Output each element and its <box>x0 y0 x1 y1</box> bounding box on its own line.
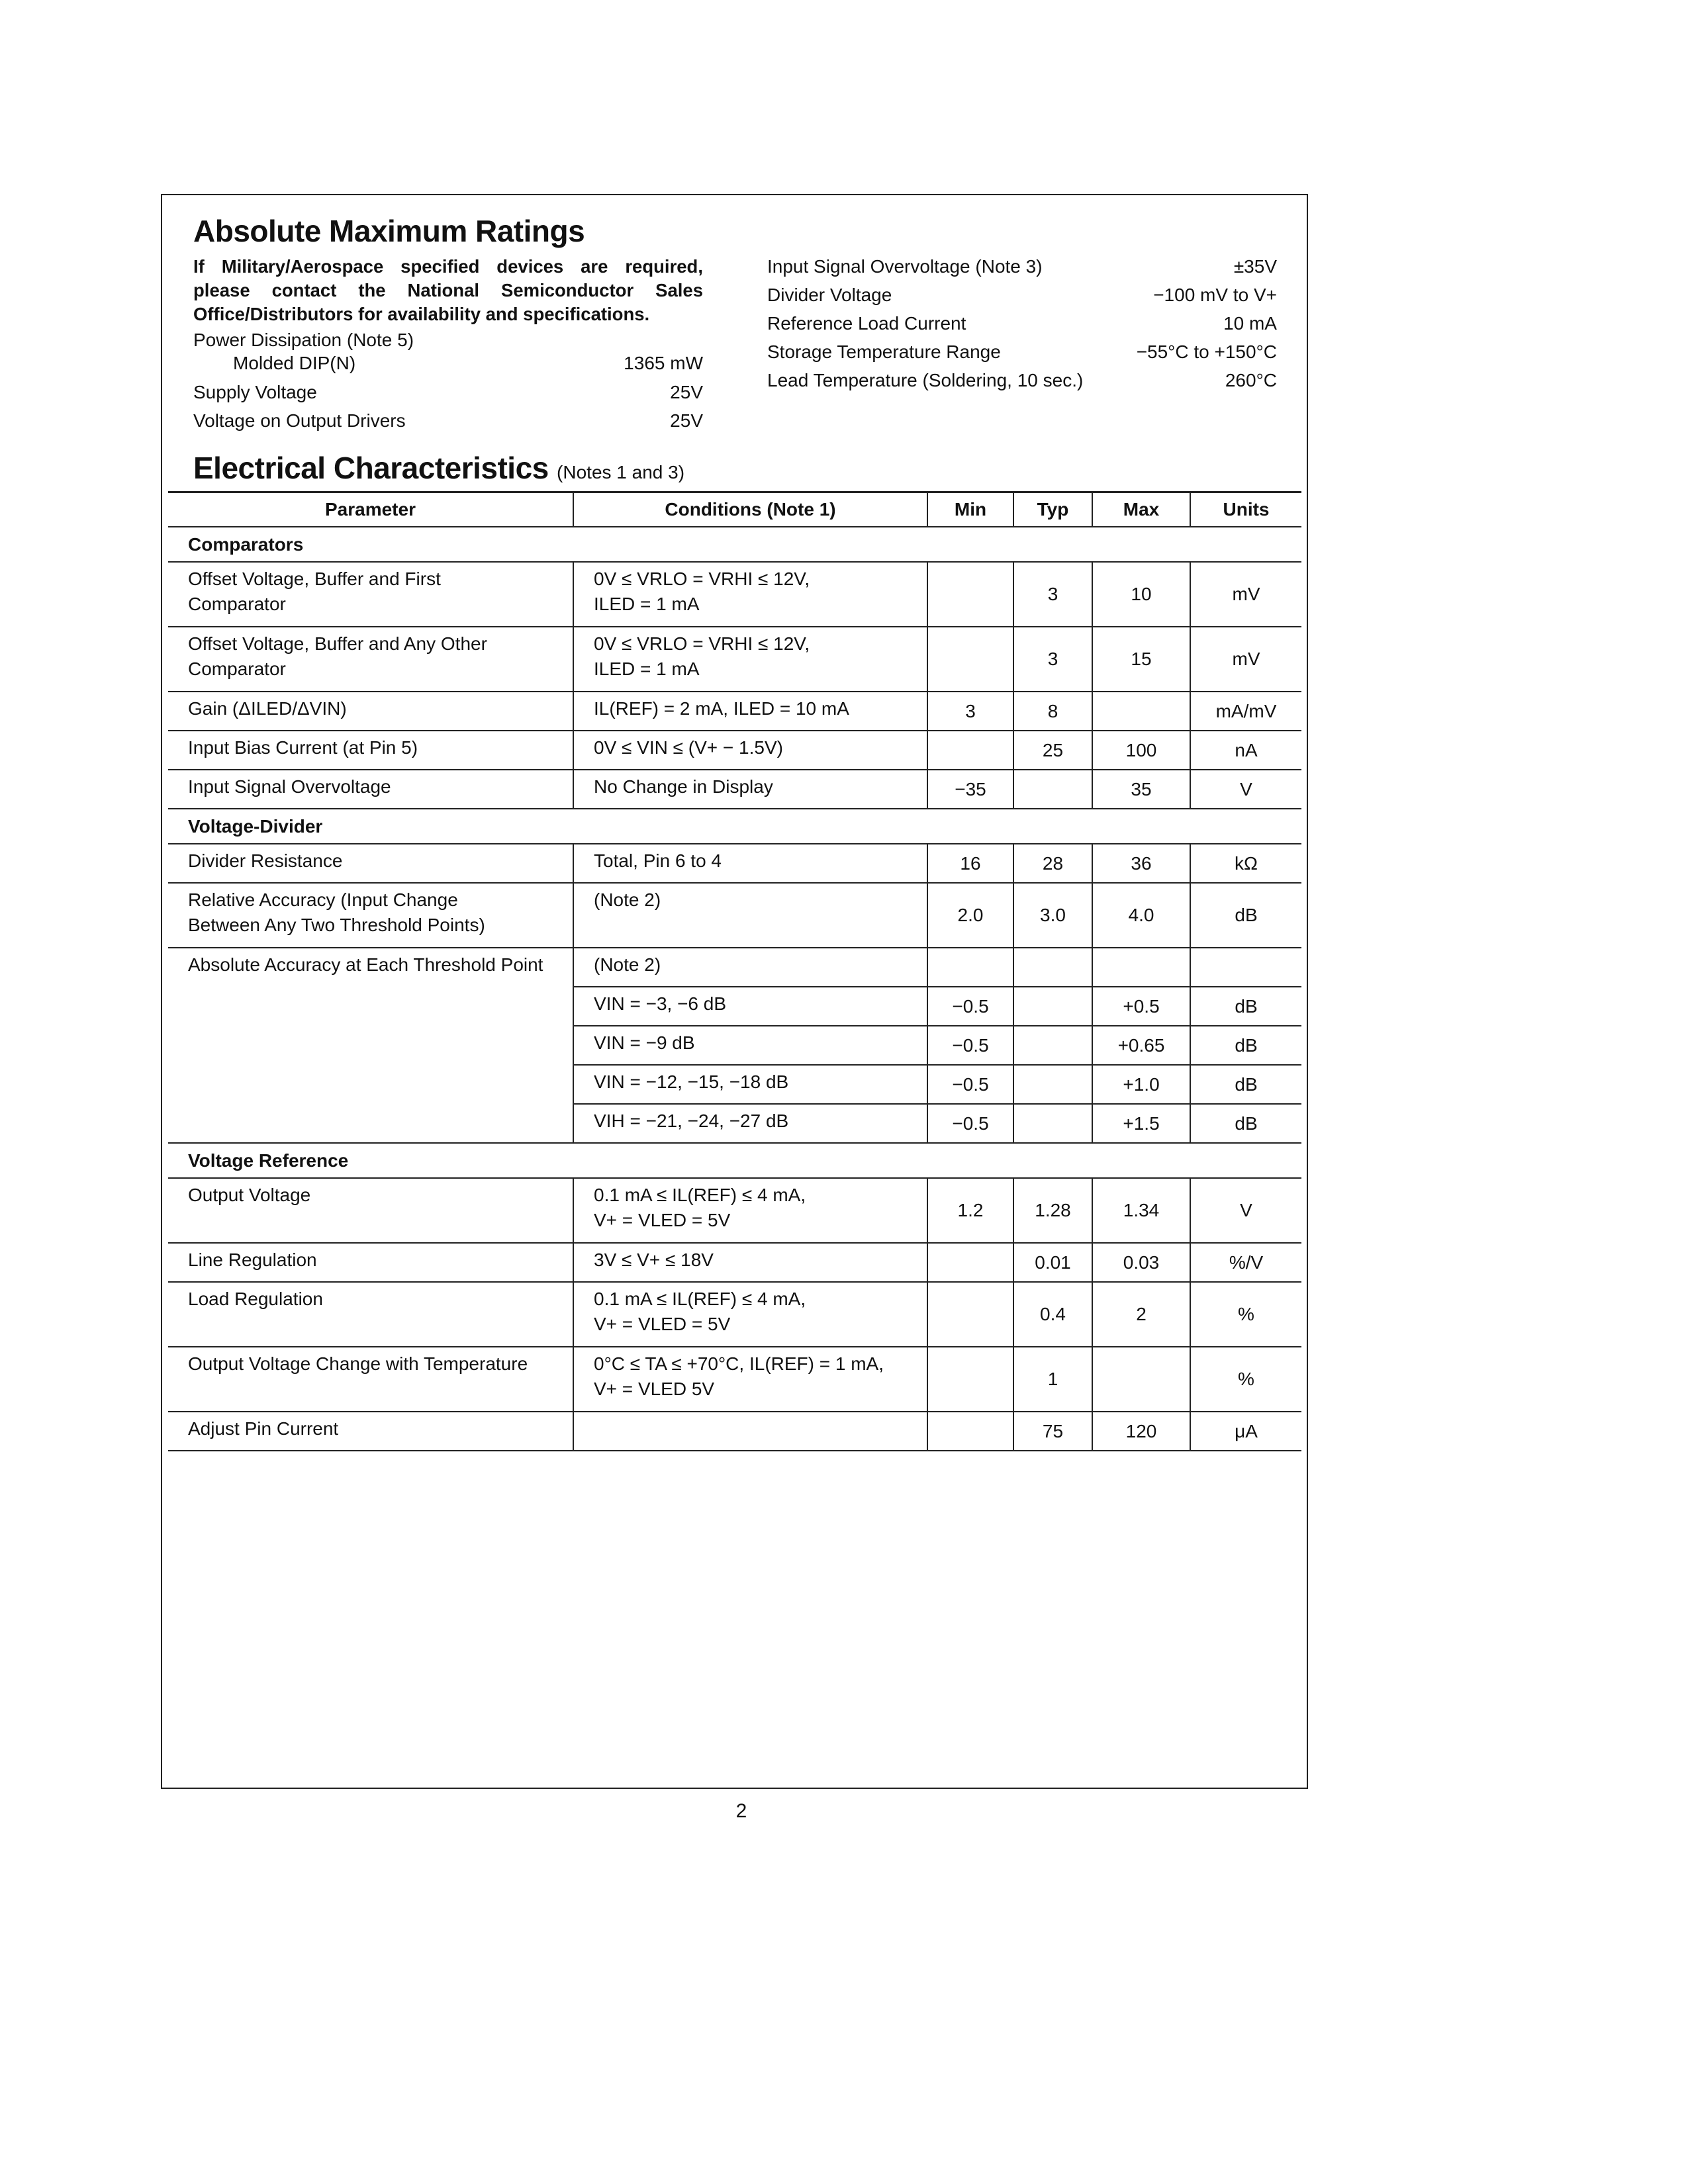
units-cell: mV <box>1190 562 1301 627</box>
cond-cell: 0V ≤ VIN ≤ (V+ − 1.5V) <box>573 731 927 770</box>
units-cell: % <box>1190 1347 1301 1412</box>
cond-cell <box>573 1282 927 1347</box>
max-cell: +0.65 <box>1092 1026 1190 1065</box>
max-cell: 10 <box>1092 562 1190 627</box>
table-row <box>168 562 1301 627</box>
min-cell: −0.5 <box>927 1104 1013 1143</box>
param-line: Between Any Two Threshold Points) <box>188 915 485 935</box>
section-row <box>168 809 1301 844</box>
col-header-units: Units <box>1190 492 1301 527</box>
typ-cell <box>1013 1026 1092 1065</box>
rating-lead-temp <box>767 369 1277 392</box>
table-row <box>168 627 1301 692</box>
min-cell: −0.5 <box>927 987 1013 1026</box>
typ-cell <box>1013 1104 1092 1143</box>
max-cell: 35 <box>1092 770 1190 809</box>
page-number: 2 <box>735 1800 747 1822</box>
rating-label: Molded DIP(N) <box>233 353 356 373</box>
param-line: Comparator <box>188 659 286 679</box>
max-cell: +0.5 <box>1092 987 1190 1026</box>
table-row <box>168 1282 1301 1347</box>
min-cell: −0.5 <box>927 1026 1013 1065</box>
typ-cell: 3.0 <box>1013 883 1092 948</box>
param-cell: Divider Resistance <box>168 844 573 883</box>
units-cell: dB <box>1190 1026 1301 1065</box>
min-cell <box>927 948 1013 987</box>
max-cell: 36 <box>1092 844 1190 883</box>
typ-cell <box>1013 770 1092 809</box>
max-cell: +1.5 <box>1092 1104 1190 1143</box>
cond-cell: IL(REF) = 2 mA, ILED = 10 mA <box>573 692 927 731</box>
table-row <box>168 948 1301 987</box>
table-row <box>168 692 1301 731</box>
rating-label: Divider Voltage <box>767 285 892 305</box>
units-cell: kΩ <box>1190 844 1301 883</box>
rating-reference-load <box>767 312 1277 336</box>
min-cell <box>927 731 1013 770</box>
units-cell: dB <box>1190 1104 1301 1143</box>
param-cell: Gain (ΔILED/ΔVIN) <box>168 692 573 731</box>
section-voltage-divider: Voltage-Divider <box>168 809 1301 844</box>
cond-line: V+ = VLED 5V <box>594 1379 715 1399</box>
rating-value: 260°C <box>1225 370 1277 390</box>
rating-storage-temp <box>767 340 1277 364</box>
param-cell <box>168 627 573 692</box>
units-cell: V <box>1190 770 1301 809</box>
cond-cell: (Note 2) <box>573 948 927 987</box>
cond-line: 0.1 mA ≤ IL(REF) ≤ 4 mA, <box>594 1289 806 1309</box>
min-cell <box>927 562 1013 627</box>
typ-cell: 8 <box>1013 692 1092 731</box>
section-row <box>168 527 1301 562</box>
warning-line: If Military/Aerospace specified devices are required, <box>193 256 703 277</box>
min-cell <box>927 1347 1013 1412</box>
min-cell: 2.0 <box>927 883 1013 948</box>
cond-cell: VIN = −12, −15, −18 dB <box>573 1065 927 1104</box>
param-cell: Output Voltage <box>168 1178 573 1243</box>
param-cell: Adjust Pin Current <box>168 1412 573 1451</box>
max-cell: 2 <box>1092 1282 1190 1347</box>
units-cell: dB <box>1190 1065 1301 1104</box>
max-cell: 4.0 <box>1092 883 1190 948</box>
rating-value: 25V <box>670 382 703 402</box>
typ-cell: 0.4 <box>1013 1282 1092 1347</box>
min-cell: 16 <box>927 844 1013 883</box>
max-cell: +1.0 <box>1092 1065 1190 1104</box>
cond-line: ILED = 1 mA <box>594 659 700 679</box>
min-cell: −35 <box>927 770 1013 809</box>
cond-line: ILED = 1 mA <box>594 594 700 614</box>
cond-cell <box>573 1178 927 1243</box>
col-header-parameter: Parameter <box>168 492 573 527</box>
units-cell: V <box>1190 1178 1301 1243</box>
warning-line: please contact the National Semiconductor Sales <box>193 280 703 300</box>
rating-label: Reference Load Current <box>767 313 966 334</box>
cond-line: V+ = VLED = 5V <box>594 1314 731 1334</box>
table-row <box>168 1347 1301 1412</box>
units-cell: mA/mV <box>1190 692 1301 731</box>
max-cell: 120 <box>1092 1412 1190 1451</box>
table-header-row <box>168 492 1301 527</box>
units-cell: μA <box>1190 1412 1301 1451</box>
cond-cell: (Note 2) <box>573 883 927 948</box>
rating-power-dissipation <box>193 328 703 352</box>
rating-label: Power Dissipation (Note 5) <box>193 330 414 350</box>
min-cell <box>927 1412 1013 1451</box>
typ-cell: 25 <box>1013 731 1092 770</box>
rating-supply-voltage <box>193 381 703 404</box>
param-line: Offset Voltage, Buffer and First <box>188 569 441 589</box>
rating-value: ±35V <box>1233 256 1277 277</box>
param-cell: Input Bias Current (at Pin 5) <box>168 731 573 770</box>
rating-divider-voltage <box>767 283 1277 307</box>
rating-value: 1365 mW <box>624 353 703 373</box>
param-cell: Input Signal Overvoltage <box>168 770 573 809</box>
units-cell: %/V <box>1190 1243 1301 1282</box>
typ-cell: 3 <box>1013 627 1092 692</box>
cond-cell <box>573 627 927 692</box>
min-cell <box>927 627 1013 692</box>
cond-line: 0.1 mA ≤ IL(REF) ≤ 4 mA, <box>594 1185 806 1205</box>
param-cell <box>168 562 573 627</box>
table-row <box>168 731 1301 770</box>
max-cell <box>1092 948 1190 987</box>
typ-cell: 3 <box>1013 562 1092 627</box>
min-cell <box>927 1243 1013 1282</box>
typ-cell <box>1013 1065 1092 1104</box>
cond-cell: VIH = −21, −24, −27 dB <box>573 1104 927 1143</box>
table-row <box>168 1412 1301 1451</box>
rating-label: Voltage on Output Drivers <box>193 410 406 431</box>
max-cell: 0.03 <box>1092 1243 1190 1282</box>
table-row <box>168 770 1301 809</box>
typ-cell <box>1013 987 1092 1026</box>
units-cell: % <box>1190 1282 1301 1347</box>
rating-value: −55°C to +150°C <box>1136 341 1277 362</box>
cond-line: 0V ≤ VRLO = VRHI ≤ 12V, <box>594 569 810 589</box>
cond-cell <box>573 562 927 627</box>
rating-label: Lead Temperature (Soldering, 10 sec.) <box>767 370 1084 390</box>
typ-cell <box>1013 948 1092 987</box>
col-header-typ: Typ <box>1013 492 1092 527</box>
table-row <box>168 844 1301 883</box>
rating-value: 10 mA <box>1223 313 1277 334</box>
cond-line: 0V ≤ VRLO = VRHI ≤ 12V, <box>594 633 810 654</box>
param-cell: Line Regulation <box>168 1243 573 1282</box>
max-cell: 1.34 <box>1092 1178 1190 1243</box>
cond-cell <box>573 1412 927 1451</box>
param-cell: Load Regulation <box>168 1282 573 1347</box>
section-voltage-reference: Voltage Reference <box>168 1143 1301 1178</box>
military-warning <box>193 255 703 326</box>
units-cell: dB <box>1190 987 1301 1026</box>
cond-cell <box>573 1347 927 1412</box>
param-line: Relative Accuracy (Input Change <box>188 889 458 910</box>
cond-cell: Total, Pin 6 to 4 <box>573 844 927 883</box>
typ-cell: 0.01 <box>1013 1243 1092 1282</box>
min-cell: 1.2 <box>927 1178 1013 1243</box>
col-header-conditions: Conditions (Note 1) <box>573 492 927 527</box>
rating-label: Storage Temperature Range <box>767 341 1001 362</box>
electrical-notes: (Notes 1 and 3) <box>557 462 685 482</box>
param-cell: Output Voltage Change with Temperature <box>168 1347 573 1412</box>
electrical-characteristics-table <box>168 491 1301 1451</box>
electrical-title <box>193 450 684 486</box>
table-row <box>168 1178 1301 1243</box>
units-cell <box>1190 948 1301 987</box>
typ-cell: 28 <box>1013 844 1092 883</box>
param-line: Comparator <box>188 594 286 614</box>
units-cell: dB <box>1190 883 1301 948</box>
table-row <box>168 883 1301 948</box>
max-cell <box>1092 692 1190 731</box>
cond-cell: 3V ≤ V+ ≤ 18V <box>573 1243 927 1282</box>
warning-line: Office/Distributors for availability and specifications. <box>193 304 650 324</box>
cond-cell: No Change in Display <box>573 770 927 809</box>
max-cell <box>1092 1347 1190 1412</box>
col-header-max: Max <box>1092 492 1190 527</box>
cond-line: 0°C ≤ TA ≤ +70°C, IL(REF) = 1 mA, <box>594 1353 884 1374</box>
rating-input-overvoltage <box>767 255 1277 279</box>
max-cell: 100 <box>1092 731 1190 770</box>
section-row <box>168 1143 1301 1178</box>
rating-label: Supply Voltage <box>193 382 317 402</box>
electrical-title-text: Electrical Characteristics <box>193 451 549 485</box>
table-row <box>168 1243 1301 1282</box>
max-cell: 15 <box>1092 627 1190 692</box>
param-cell: Absolute Accuracy at Each Threshold Point <box>168 948 573 1143</box>
typ-cell: 75 <box>1013 1412 1092 1451</box>
units-cell: mV <box>1190 627 1301 692</box>
rating-molded-dip <box>193 351 703 375</box>
typ-cell: 1.28 <box>1013 1178 1092 1243</box>
param-line: Offset Voltage, Buffer and Any Other <box>188 633 487 654</box>
param-cell <box>168 883 573 948</box>
section-comparators: Comparators <box>168 527 1301 562</box>
cond-cell: VIN = −9 dB <box>573 1026 927 1065</box>
rating-value: 25V <box>670 410 703 431</box>
typ-cell: 1 <box>1013 1347 1092 1412</box>
absolute-max-title: Absolute Maximum Ratings <box>193 214 585 248</box>
rating-value: −100 mV to V+ <box>1153 285 1277 305</box>
rating-output-drivers <box>193 409 703 433</box>
col-header-min: Min <box>927 492 1013 527</box>
cond-cell: VIN = −3, −6 dB <box>573 987 927 1026</box>
cond-line: V+ = VLED = 5V <box>594 1210 731 1230</box>
min-cell <box>927 1282 1013 1347</box>
min-cell: 3 <box>927 692 1013 731</box>
units-cell: nA <box>1190 731 1301 770</box>
min-cell: −0.5 <box>927 1065 1013 1104</box>
rating-label: Input Signal Overvoltage (Note 3) <box>767 256 1043 277</box>
